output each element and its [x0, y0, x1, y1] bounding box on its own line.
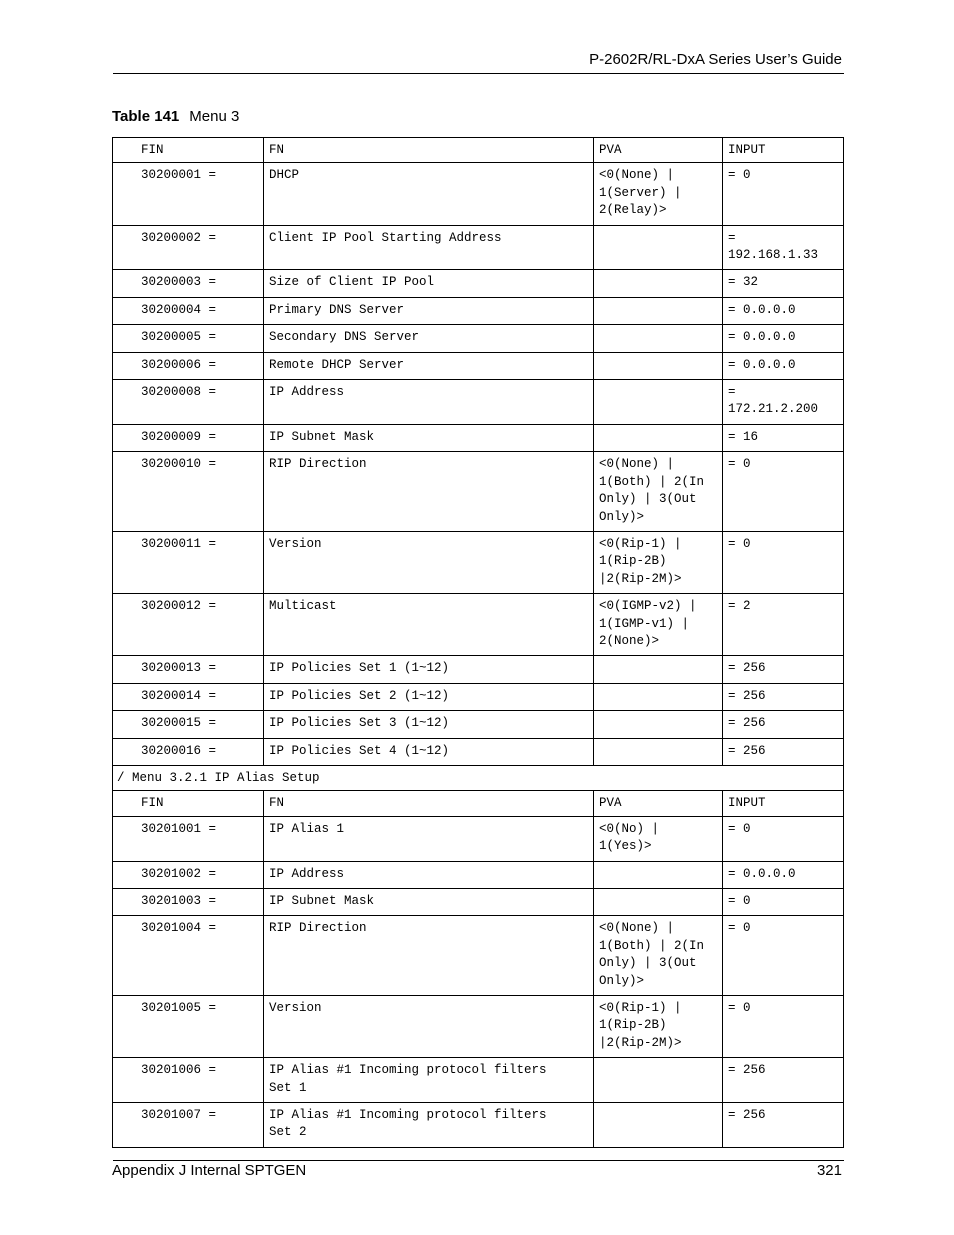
table-row: [113, 270, 844, 297]
cell-pva: [594, 352, 723, 379]
table-row: [113, 380, 844, 425]
table-caption: [112, 108, 239, 125]
section-title: / Menu 3.2.1 IP Alias Setup: [113, 765, 844, 790]
cell-input: = 0.0.0.0: [723, 297, 844, 324]
cell-fn: DHCP: [264, 163, 594, 225]
header-rule: [113, 73, 844, 74]
cell-input: = 0.0.0.0: [723, 325, 844, 352]
cell-pva: <0(None) | 1(Both) | 2(In Only) | 3(Out Only)>: [594, 916, 723, 996]
cell-fin: 30201006 =: [113, 1058, 264, 1103]
cell-fn: IP Policies Set 2 (1~12): [264, 683, 594, 710]
table-row: [113, 816, 844, 861]
table-row: [113, 683, 844, 710]
table-row: [113, 738, 844, 765]
cell-fn: Multicast: [264, 594, 594, 656]
table-row: [113, 531, 844, 593]
cell-fin: 30201004 =: [113, 916, 264, 996]
cell-fn: Version: [264, 531, 594, 593]
table-header-row: [113, 138, 844, 163]
column-header-pva: PVA: [594, 791, 723, 816]
cell-input: = 0: [723, 916, 844, 996]
cell-fn: IP Address: [264, 861, 594, 888]
table-row: [113, 711, 844, 738]
cell-fin: 30200005 =: [113, 325, 264, 352]
cell-fin: 30200009 =: [113, 424, 264, 451]
cell-fin: 30200006 =: [113, 352, 264, 379]
cell-fn: IP Policies Set 3 (1~12): [264, 711, 594, 738]
cell-pva: <0(No) | 1(Yes)>: [594, 816, 723, 861]
cell-input: = 0: [723, 452, 844, 532]
cell-input: = 192.168.1.33: [723, 225, 844, 270]
column-header-pva: PVA: [594, 138, 723, 163]
cell-fn: IP Policies Set 1 (1~12): [264, 656, 594, 683]
cell-input: = 256: [723, 711, 844, 738]
table-row: [113, 1058, 844, 1103]
cell-input: = 256: [723, 1103, 844, 1148]
column-header-input: INPUT: [723, 791, 844, 816]
cell-fin: 30200003 =: [113, 270, 264, 297]
cell-fn: IP Alias #1 Incoming protocol filters Set 1: [264, 1058, 594, 1103]
column-header-fin: FIN: [113, 138, 264, 163]
cell-pva: [594, 656, 723, 683]
cell-fin: 30201003 =: [113, 889, 264, 916]
page-number: 321: [816, 1162, 842, 1179]
table-row: [113, 861, 844, 888]
menu-table: [112, 137, 844, 1148]
cell-fin: 30201005 =: [113, 996, 264, 1058]
table-row: [113, 352, 844, 379]
cell-fn: Size of Client IP Pool: [264, 270, 594, 297]
cell-fn: IP Subnet Mask: [264, 889, 594, 916]
cell-fn: IP Address: [264, 380, 594, 425]
cell-pva: <0(None) | 1(Both) | 2(In Only) | 3(Out Only)>: [594, 452, 723, 532]
cell-fin: 30200004 =: [113, 297, 264, 324]
cell-fn: RIP Direction: [264, 452, 594, 532]
cell-input: = 256: [723, 656, 844, 683]
cell-pva: [594, 325, 723, 352]
cell-pva: [594, 1103, 723, 1148]
cell-pva: [594, 711, 723, 738]
cell-input: = 256: [723, 1058, 844, 1103]
cell-fn: Client IP Pool Starting Address: [264, 225, 594, 270]
cell-input: = 0: [723, 889, 844, 916]
table-row: [113, 889, 844, 916]
cell-fin: 30200011 =: [113, 531, 264, 593]
cell-pva: <0(IGMP-v2) | 1(IGMP-v1) | 2(None)>: [594, 594, 723, 656]
cell-fn: Secondary DNS Server: [264, 325, 594, 352]
table-row: [113, 325, 844, 352]
column-header-fn: FN: [264, 138, 594, 163]
cell-pva: [594, 889, 723, 916]
cell-pva: <0(Rip-1) | 1(Rip-2B) |2(Rip-2M)>: [594, 996, 723, 1058]
cell-fin: 30200002 =: [113, 225, 264, 270]
column-header-input: INPUT: [723, 138, 844, 163]
cell-fn: IP Alias 1: [264, 816, 594, 861]
cell-pva: [594, 424, 723, 451]
column-header-fin: FIN: [113, 791, 264, 816]
cell-pva: [594, 1058, 723, 1103]
cell-fin: 30200001 =: [113, 163, 264, 225]
cell-fn: IP Subnet Mask: [264, 424, 594, 451]
table-caption-label: Table 141: [112, 108, 180, 125]
cell-fin: 30200008 =: [113, 380, 264, 425]
column-header-fn: FN: [264, 791, 594, 816]
cell-fn: IP Policies Set 4 (1~12): [264, 738, 594, 765]
table-row: [113, 1103, 844, 1148]
cell-input: = 0.0.0.0: [723, 861, 844, 888]
table-caption-text: Menu 3: [189, 108, 240, 125]
table-row: [113, 163, 844, 225]
cell-fn: RIP Direction: [264, 916, 594, 996]
cell-pva: [594, 380, 723, 425]
cell-input: = 0: [723, 816, 844, 861]
cell-pva: <0(Rip-1) | 1(Rip-2B) |2(Rip-2M)>: [594, 531, 723, 593]
table-row: [113, 996, 844, 1058]
table-row: [113, 452, 844, 532]
cell-input: = 32: [723, 270, 844, 297]
footer-section-title: Appendix J Internal SPTGEN: [112, 1162, 307, 1179]
table-row: [113, 297, 844, 324]
cell-pva: [594, 683, 723, 710]
cell-fin: 30200010 =: [113, 452, 264, 532]
cell-pva: [594, 225, 723, 270]
cell-fin: 30201007 =: [113, 1103, 264, 1148]
cell-input: = 2: [723, 594, 844, 656]
cell-input: = 256: [723, 738, 844, 765]
cell-pva: [594, 270, 723, 297]
cell-fin: 30201002 =: [113, 861, 264, 888]
cell-input: = 0.0.0.0: [723, 352, 844, 379]
cell-input: = 0: [723, 163, 844, 225]
cell-input: = 256: [723, 683, 844, 710]
cell-fn: IP Alias #1 Incoming protocol filters Set 2: [264, 1103, 594, 1148]
cell-input: = 172.21.2.200: [723, 380, 844, 425]
cell-fn: Remote DHCP Server: [264, 352, 594, 379]
cell-fin: 30200014 =: [113, 683, 264, 710]
section-row: [113, 765, 844, 790]
cell-pva: [594, 738, 723, 765]
cell-fin: 30200016 =: [113, 738, 264, 765]
footer-rule: [113, 1160, 844, 1161]
table-row: [113, 424, 844, 451]
table-row: [113, 594, 844, 656]
cell-fin: 30200013 =: [113, 656, 264, 683]
table-row: [113, 656, 844, 683]
table-header-row: [113, 791, 844, 816]
cell-fin: 30201001 =: [113, 816, 264, 861]
cell-fin: 30200015 =: [113, 711, 264, 738]
cell-pva: [594, 297, 723, 324]
cell-pva: <0(None) | 1(Server) | 2(Relay)>: [594, 163, 723, 225]
table-row: [113, 916, 844, 996]
cell-fn: Version: [264, 996, 594, 1058]
cell-input: = 0: [723, 531, 844, 593]
running-header: P-2602R/RL-DxA Series User’s Guide: [589, 51, 842, 68]
cell-fin: 30200012 =: [113, 594, 264, 656]
cell-input: = 0: [723, 996, 844, 1058]
cell-pva: [594, 861, 723, 888]
cell-input: = 16: [723, 424, 844, 451]
cell-fn: Primary DNS Server: [264, 297, 594, 324]
table-row: [113, 225, 844, 270]
